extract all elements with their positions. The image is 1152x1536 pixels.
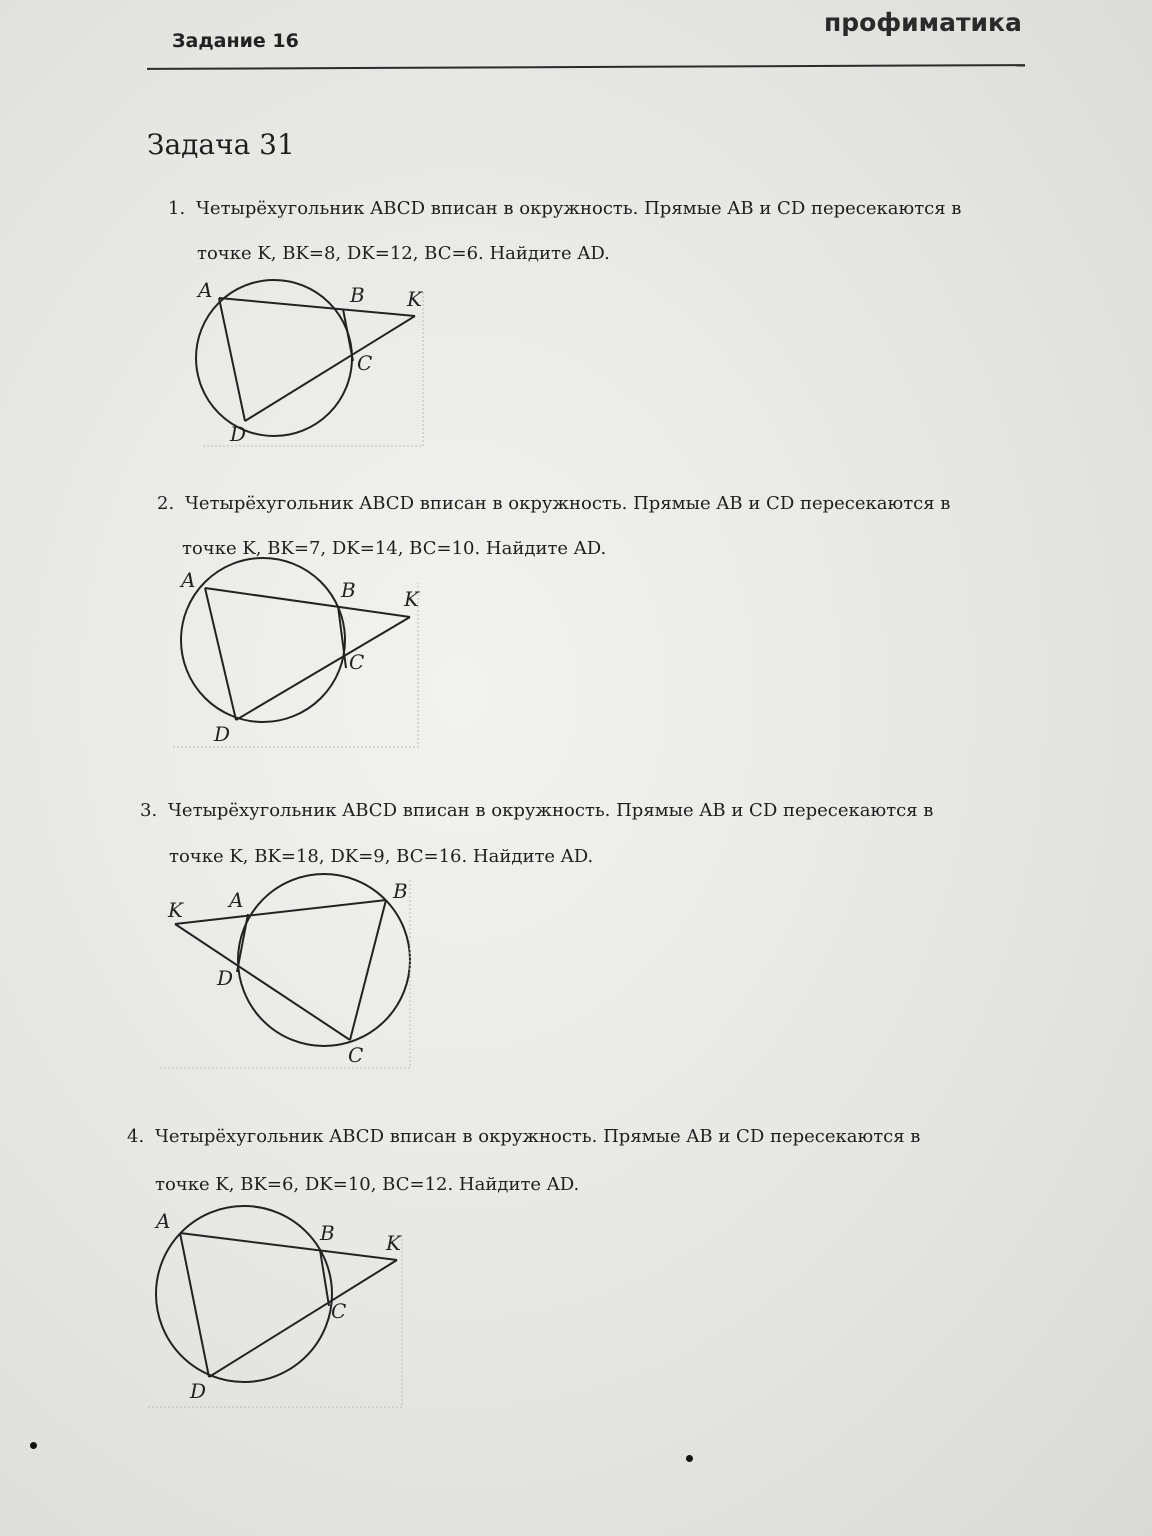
label-a: A [181,568,196,592]
problem-number: 4. [127,1126,145,1147]
label-b: B [341,578,356,602]
ink-dot [30,1442,37,1449]
label-c: C [348,1043,364,1067]
label-k: K [386,1231,401,1255]
problem-text: Четырёхугольник ABCD вписан в окружность. Прямые AB и CD пересекаются в [155,1126,921,1147]
label-d: D [217,966,234,990]
label-b: B [350,283,365,307]
label-b: B [393,879,408,903]
problem-text: Четырёхугольник ABCD вписан в окружность. Прямые AB и CD пересекаются в [185,493,951,514]
label-a: A [156,1209,171,1233]
problem-text: Четырёхугольник ABCD вписан в окружность. Прямые AB и CD пересекаются в [196,198,962,219]
label-c: C [331,1299,347,1323]
label-a: A [229,888,244,912]
ink-dot [686,1455,693,1462]
task-title: Задача 31 [147,128,295,161]
problem-text: Четырёхугольник ABCD вписан в окружность. Прямые AB и CD пересекаются в [168,800,934,821]
label-c: C [349,650,365,674]
label-k: K [404,587,419,611]
problem-number: 1. [168,198,186,219]
label-d: D [230,422,247,446]
label-k: K [407,287,422,311]
label-d: D [214,722,231,746]
label-b: B [320,1221,335,1245]
problem-4-given: точке K, BK=6, DK=10, BC=12. Найдите AD. [155,1174,580,1195]
problem-number: 2. [157,493,175,514]
label-a: A [198,278,213,302]
problem-1-given: точке K, BK=8, DK=12, BC=6. Найдите AD. [197,243,610,264]
problem-number: 3. [140,800,158,821]
label-d: D [190,1379,207,1403]
problem-3-given: точке K, BK=18, DK=9, BC=16. Найдите AD. [169,846,594,867]
section-label: Задание 16 [172,30,299,52]
label-c: C [357,351,373,375]
brand-logo: профиматика [824,8,1022,37]
problem-2-given: точке K, BK=7, DK=14, BC=10. Найдите AD. [182,538,607,559]
label-k: K [168,898,183,922]
